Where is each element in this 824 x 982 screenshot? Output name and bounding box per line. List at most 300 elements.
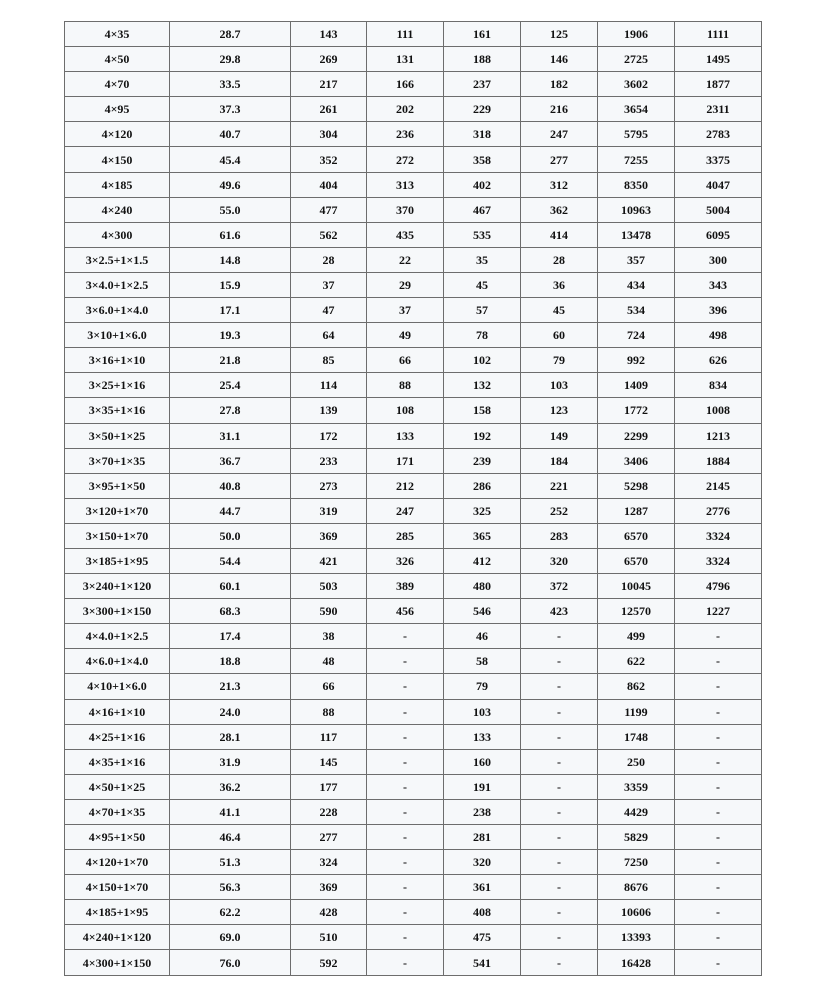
table-cell-col-6: 149: [521, 423, 598, 448]
table-cell-col-7: 5795: [598, 122, 675, 147]
table-cell-col-3: 37: [291, 272, 367, 297]
table-cell-col-4: 313: [367, 172, 444, 197]
table-cell-spec: 3×70+1×35: [65, 448, 170, 473]
table-cell-col-3: 273: [291, 473, 367, 498]
table-cell-col-4: 88: [367, 373, 444, 398]
table-cell-spec: 3×120+1×70: [65, 498, 170, 523]
table-cell-spec: 4×4.0+1×2.5: [65, 624, 170, 649]
table-cell-col-4: 111: [367, 22, 444, 47]
table-cell-col-6: 216: [521, 97, 598, 122]
table-cell-diameter: 28.1: [170, 724, 291, 749]
table-cell-col-4: 131: [367, 47, 444, 72]
table-cell-col-8: 3375: [675, 147, 762, 172]
table-cell-col-5: 192: [444, 423, 521, 448]
table-cell-col-4: 370: [367, 197, 444, 222]
table-row: [65, 674, 762, 699]
table-cell-col-6: -: [521, 799, 598, 824]
table-cell-spec: 4×70: [65, 72, 170, 97]
table-cell-col-5: 365: [444, 523, 521, 548]
table-cell-col-4: 212: [367, 473, 444, 498]
table-row: [65, 850, 762, 875]
table-cell-col-3: 428: [291, 900, 367, 925]
table-cell-col-6: 125: [521, 22, 598, 47]
table-cell-col-4: -: [367, 799, 444, 824]
table-cell-col-4: 49: [367, 323, 444, 348]
table-cell-col-6: -: [521, 649, 598, 674]
table-row: [65, 950, 762, 975]
table-cell-col-5: 160: [444, 749, 521, 774]
table-cell-col-4: 171: [367, 448, 444, 473]
table-cell-spec: 3×25+1×16: [65, 373, 170, 398]
table-cell-spec: 4×120+1×70: [65, 850, 170, 875]
table-row: [65, 373, 762, 398]
table-row: [65, 97, 762, 122]
table-cell-col-4: 236: [367, 122, 444, 147]
table-cell-diameter: 56.3: [170, 875, 291, 900]
table-row: [65, 423, 762, 448]
table-cell-col-5: 467: [444, 197, 521, 222]
table-cell-col-5: 133: [444, 724, 521, 749]
table-cell-col-6: 320: [521, 548, 598, 573]
table-cell-col-8: -: [675, 774, 762, 799]
table-cell-col-3: 324: [291, 850, 367, 875]
table-cell-col-3: 477: [291, 197, 367, 222]
table-cell-col-4: -: [367, 875, 444, 900]
table-cell-col-5: 286: [444, 473, 521, 498]
table-cell-col-8: -: [675, 649, 762, 674]
table-cell-col-7: 6570: [598, 523, 675, 548]
table-cell-col-6: -: [521, 724, 598, 749]
table-cell-col-3: 47: [291, 298, 367, 323]
table-row: [65, 925, 762, 950]
table-cell-col-5: 408: [444, 900, 521, 925]
table-row: [65, 348, 762, 373]
table-cell-col-4: 133: [367, 423, 444, 448]
table-cell-col-5: 58: [444, 649, 521, 674]
table-cell-diameter: 37.3: [170, 97, 291, 122]
table-cell-diameter: 17.1: [170, 298, 291, 323]
table-cell-spec: 4×25+1×16: [65, 724, 170, 749]
table-cell-col-4: 22: [367, 247, 444, 272]
table-cell-col-3: 48: [291, 649, 367, 674]
table-cell-col-6: 45: [521, 298, 598, 323]
table-cell-col-8: 4047: [675, 172, 762, 197]
table-cell-col-5: 103: [444, 699, 521, 724]
table-row: [65, 574, 762, 599]
table-cell-spec: 4×150: [65, 147, 170, 172]
table-cell-diameter: 17.4: [170, 624, 291, 649]
table-cell-col-5: 320: [444, 850, 521, 875]
table-cell-col-5: 325: [444, 498, 521, 523]
table-row: [65, 825, 762, 850]
table-cell-diameter: 36.7: [170, 448, 291, 473]
table-cell-col-4: -: [367, 724, 444, 749]
table-cell-col-3: 510: [291, 925, 367, 950]
table-cell-col-8: 3324: [675, 548, 762, 573]
table-cell-col-4: -: [367, 699, 444, 724]
table-cell-col-7: 13478: [598, 222, 675, 247]
table-cell-col-7: 8350: [598, 172, 675, 197]
table-cell-spec: 3×35+1×16: [65, 398, 170, 423]
table-cell-col-8: 1884: [675, 448, 762, 473]
table-cell-col-4: 389: [367, 574, 444, 599]
table-body: [65, 22, 762, 976]
table-cell-col-3: 304: [291, 122, 367, 147]
table-cell-diameter: 14.8: [170, 247, 291, 272]
table-cell-spec: 4×50: [65, 47, 170, 72]
table-cell-col-3: 117: [291, 724, 367, 749]
table-cell-col-8: 300: [675, 247, 762, 272]
table-cell-diameter: 21.3: [170, 674, 291, 699]
table-cell-col-7: 2725: [598, 47, 675, 72]
table-cell-col-8: -: [675, 724, 762, 749]
table-cell-col-7: 2299: [598, 423, 675, 448]
table-cell-diameter: 19.3: [170, 323, 291, 348]
table-cell-diameter: 54.4: [170, 548, 291, 573]
table-row: [65, 222, 762, 247]
table-cell-col-6: 182: [521, 72, 598, 97]
table-cell-diameter: 62.2: [170, 900, 291, 925]
table-cell-col-5: 161: [444, 22, 521, 47]
table-cell-col-5: 237: [444, 72, 521, 97]
table-cell-col-3: 352: [291, 147, 367, 172]
table-cell-col-7: 3602: [598, 72, 675, 97]
table-cell-col-4: -: [367, 900, 444, 925]
table-cell-col-5: 188: [444, 47, 521, 72]
table-cell-col-6: 79: [521, 348, 598, 373]
table-cell-col-5: 361: [444, 875, 521, 900]
table-cell-spec: 4×95: [65, 97, 170, 122]
table-row: [65, 323, 762, 348]
table-cell-col-8: 1877: [675, 72, 762, 97]
table-cell-col-8: 1213: [675, 423, 762, 448]
table-cell-col-6: -: [521, 875, 598, 900]
table-row: [65, 799, 762, 824]
table-cell-col-8: 1227: [675, 599, 762, 624]
table-row: [65, 498, 762, 523]
table-cell-col-8: -: [675, 875, 762, 900]
table-cell-spec: 4×185+1×95: [65, 900, 170, 925]
table-cell-col-5: 158: [444, 398, 521, 423]
table-cell-col-3: 421: [291, 548, 367, 573]
table-row: [65, 875, 762, 900]
table-cell-col-3: 369: [291, 523, 367, 548]
table-cell-col-4: 108: [367, 398, 444, 423]
table-cell-col-7: 8676: [598, 875, 675, 900]
table-cell-col-8: 1495: [675, 47, 762, 72]
table-cell-col-4: 202: [367, 97, 444, 122]
table-cell-diameter: 25.4: [170, 373, 291, 398]
table-cell-col-7: 10606: [598, 900, 675, 925]
table-cell-col-7: 1772: [598, 398, 675, 423]
table-cell-spec: 3×2.5+1×1.5: [65, 247, 170, 272]
table-cell-col-3: 38: [291, 624, 367, 649]
table-cell-col-8: 343: [675, 272, 762, 297]
table-row: [65, 272, 762, 297]
table-cell-col-6: 283: [521, 523, 598, 548]
table-cell-diameter: 50.0: [170, 523, 291, 548]
table-row: [65, 72, 762, 97]
table-cell-col-5: 79: [444, 674, 521, 699]
table-cell-col-8: 4796: [675, 574, 762, 599]
table-cell-col-7: 992: [598, 348, 675, 373]
table-cell-col-3: 562: [291, 222, 367, 247]
table-cell-col-4: -: [367, 749, 444, 774]
table-cell-col-3: 139: [291, 398, 367, 423]
table-row: [65, 448, 762, 473]
table-cell-col-4: -: [367, 850, 444, 875]
table-cell-col-6: -: [521, 624, 598, 649]
table-cell-col-3: 28: [291, 247, 367, 272]
table-cell-col-8: 5004: [675, 197, 762, 222]
table-cell-col-6: 146: [521, 47, 598, 72]
table-cell-col-7: 1409: [598, 373, 675, 398]
table-cell-col-3: 143: [291, 22, 367, 47]
table-cell-diameter: 40.7: [170, 122, 291, 147]
table-cell-col-3: 590: [291, 599, 367, 624]
table-cell-diameter: 45.4: [170, 147, 291, 172]
table-cell-col-7: 534: [598, 298, 675, 323]
table-cell-diameter: 55.0: [170, 197, 291, 222]
table-row: [65, 699, 762, 724]
table-cell-spec: 3×6.0+1×4.0: [65, 298, 170, 323]
table-row: [65, 548, 762, 573]
table-cell-col-7: 5298: [598, 473, 675, 498]
table-cell-col-5: 35: [444, 247, 521, 272]
table-cell-spec: 4×70+1×35: [65, 799, 170, 824]
table-cell-spec: 4×240: [65, 197, 170, 222]
table-cell-col-4: 326: [367, 548, 444, 573]
table-cell-col-3: 217: [291, 72, 367, 97]
table-cell-col-6: 221: [521, 473, 598, 498]
table-cell-diameter: 46.4: [170, 825, 291, 850]
table-cell-col-5: 318: [444, 122, 521, 147]
table-row: [65, 649, 762, 674]
table-row: [65, 774, 762, 799]
table-cell-col-8: 2776: [675, 498, 762, 523]
table-cell-col-3: 269: [291, 47, 367, 72]
table-cell-col-8: -: [675, 674, 762, 699]
table-cell-diameter: 31.1: [170, 423, 291, 448]
table-cell-col-6: 423: [521, 599, 598, 624]
table-cell-diameter: 29.8: [170, 47, 291, 72]
table-cell-spec: 3×10+1×6.0: [65, 323, 170, 348]
table-cell-col-4: -: [367, 950, 444, 975]
table-row: [65, 122, 762, 147]
table-cell-col-6: -: [521, 699, 598, 724]
table-cell-col-5: 45: [444, 272, 521, 297]
table-cell-col-6: 247: [521, 122, 598, 147]
table-cell-col-8: 498: [675, 323, 762, 348]
table-cell-col-8: 1111: [675, 22, 762, 47]
table-cell-diameter: 36.2: [170, 774, 291, 799]
table-cell-spec: 3×240+1×120: [65, 574, 170, 599]
table-cell-col-6: 372: [521, 574, 598, 599]
table-cell-col-5: 102: [444, 348, 521, 373]
table-cell-col-6: 28: [521, 247, 598, 272]
table-cell-col-4: -: [367, 649, 444, 674]
table-cell-col-5: 57: [444, 298, 521, 323]
table-cell-col-8: -: [675, 699, 762, 724]
table-cell-col-8: 396: [675, 298, 762, 323]
table-cell-col-6: -: [521, 749, 598, 774]
table-row: [65, 197, 762, 222]
table-cell-col-3: 503: [291, 574, 367, 599]
table-cell-col-3: 261: [291, 97, 367, 122]
cable-spec-table: [64, 21, 762, 976]
table-cell-col-7: 357: [598, 247, 675, 272]
table-cell-col-8: -: [675, 799, 762, 824]
table-cell-diameter: 69.0: [170, 925, 291, 950]
table-cell-diameter: 27.8: [170, 398, 291, 423]
table-cell-col-7: 10045: [598, 574, 675, 599]
table-cell-col-3: 233: [291, 448, 367, 473]
table-cell-col-5: 229: [444, 97, 521, 122]
table-cell-spec: 3×16+1×10: [65, 348, 170, 373]
table-row: [65, 147, 762, 172]
table-cell-col-6: -: [521, 925, 598, 950]
table-cell-diameter: 61.6: [170, 222, 291, 247]
table-cell-col-8: 626: [675, 348, 762, 373]
table-row: [65, 22, 762, 47]
table-cell-spec: 4×185: [65, 172, 170, 197]
table-cell-col-8: -: [675, 624, 762, 649]
table-cell-spec: 4×300+1×150: [65, 950, 170, 975]
table-row: [65, 398, 762, 423]
table-cell-col-8: -: [675, 950, 762, 975]
table-cell-col-7: 3359: [598, 774, 675, 799]
table-row: [65, 624, 762, 649]
table-cell-diameter: 24.0: [170, 699, 291, 724]
table-cell-col-4: 66: [367, 348, 444, 373]
table-cell-col-8: -: [675, 749, 762, 774]
table-cell-col-6: -: [521, 674, 598, 699]
table-cell-col-7: 250: [598, 749, 675, 774]
table-cell-col-7: 1748: [598, 724, 675, 749]
table-cell-col-7: 1906: [598, 22, 675, 47]
table-cell-spec: 4×120: [65, 122, 170, 147]
table-cell-col-3: 66: [291, 674, 367, 699]
table-cell-col-7: 1199: [598, 699, 675, 724]
table-row: [65, 473, 762, 498]
table-cell-diameter: 44.7: [170, 498, 291, 523]
table-cell-diameter: 31.9: [170, 749, 291, 774]
table-cell-col-3: 64: [291, 323, 367, 348]
table-cell-col-5: 78: [444, 323, 521, 348]
table-cell-col-8: 3324: [675, 523, 762, 548]
table-cell-col-4: -: [367, 624, 444, 649]
table-cell-col-7: 434: [598, 272, 675, 297]
table-cell-spec: 4×95+1×50: [65, 825, 170, 850]
table-cell-spec: 4×16+1×10: [65, 699, 170, 724]
table-cell-spec: 3×185+1×95: [65, 548, 170, 573]
table-cell-col-7: 622: [598, 649, 675, 674]
table-cell-col-8: 6095: [675, 222, 762, 247]
table-cell-col-3: 369: [291, 875, 367, 900]
table-cell-col-6: 123: [521, 398, 598, 423]
table-row: [65, 599, 762, 624]
table-cell-col-7: 5829: [598, 825, 675, 850]
table-cell-spec: 3×4.0+1×2.5: [65, 272, 170, 297]
table-cell-col-5: 475: [444, 925, 521, 950]
table-cell-col-8: -: [675, 925, 762, 950]
table-cell-col-6: -: [521, 900, 598, 925]
table-cell-col-7: 7255: [598, 147, 675, 172]
table-cell-spec: 3×95+1×50: [65, 473, 170, 498]
table-cell-col-7: 6570: [598, 548, 675, 573]
table-cell-spec: 4×150+1×70: [65, 875, 170, 900]
table-cell-col-6: 277: [521, 147, 598, 172]
table-cell-diameter: 49.6: [170, 172, 291, 197]
table-cell-col-4: 37: [367, 298, 444, 323]
table-cell-col-4: 272: [367, 147, 444, 172]
table-cell-col-4: 456: [367, 599, 444, 624]
table-cell-col-4: -: [367, 925, 444, 950]
table-cell-spec: 4×35: [65, 22, 170, 47]
table-cell-col-8: -: [675, 850, 762, 875]
table-cell-diameter: 18.8: [170, 649, 291, 674]
table-cell-col-7: 16428: [598, 950, 675, 975]
table-cell-col-5: 541: [444, 950, 521, 975]
table-cell-col-8: 834: [675, 373, 762, 398]
table-cell-col-6: 60: [521, 323, 598, 348]
table-cell-col-6: 184: [521, 448, 598, 473]
table-cell-diameter: 40.8: [170, 473, 291, 498]
table-cell-col-3: 177: [291, 774, 367, 799]
table-cell-diameter: 51.3: [170, 850, 291, 875]
table-cell-col-7: 862: [598, 674, 675, 699]
table-cell-col-5: 358: [444, 147, 521, 172]
table-cell-col-6: -: [521, 950, 598, 975]
table-cell-col-7: 3406: [598, 448, 675, 473]
table-cell-col-6: 362: [521, 197, 598, 222]
table-row: [65, 47, 762, 72]
table-cell-col-7: 3654: [598, 97, 675, 122]
table-cell-col-7: 13393: [598, 925, 675, 950]
table-cell-spec: 4×10+1×6.0: [65, 674, 170, 699]
table-cell-col-3: 145: [291, 749, 367, 774]
table-cell-col-7: 7250: [598, 850, 675, 875]
table-cell-col-6: -: [521, 774, 598, 799]
table-cell-col-4: 29: [367, 272, 444, 297]
table-cell-col-4: -: [367, 774, 444, 799]
table-cell-col-7: 724: [598, 323, 675, 348]
table-cell-col-3: 88: [291, 699, 367, 724]
table-cell-spec: 3×150+1×70: [65, 523, 170, 548]
table-cell-col-3: 228: [291, 799, 367, 824]
table-cell-col-3: 85: [291, 348, 367, 373]
table-cell-spec: 4×300: [65, 222, 170, 247]
table-row: [65, 900, 762, 925]
table-cell-col-8: -: [675, 900, 762, 925]
table-cell-col-5: 402: [444, 172, 521, 197]
table-cell-col-3: 114: [291, 373, 367, 398]
table-cell-col-5: 238: [444, 799, 521, 824]
table-row: [65, 523, 762, 548]
table-cell-diameter: 15.9: [170, 272, 291, 297]
table-cell-spec: 4×35+1×16: [65, 749, 170, 774]
table-cell-col-8: -: [675, 825, 762, 850]
table-cell-col-7: 4429: [598, 799, 675, 824]
table-cell-col-6: 414: [521, 222, 598, 247]
table-cell-diameter: 76.0: [170, 950, 291, 975]
table-cell-col-3: 404: [291, 172, 367, 197]
table-cell-col-8: 2145: [675, 473, 762, 498]
table-cell-spec: 4×6.0+1×4.0: [65, 649, 170, 674]
table-cell-col-5: 132: [444, 373, 521, 398]
table-cell-spec: 3×300+1×150: [65, 599, 170, 624]
table-cell-col-3: 277: [291, 825, 367, 850]
